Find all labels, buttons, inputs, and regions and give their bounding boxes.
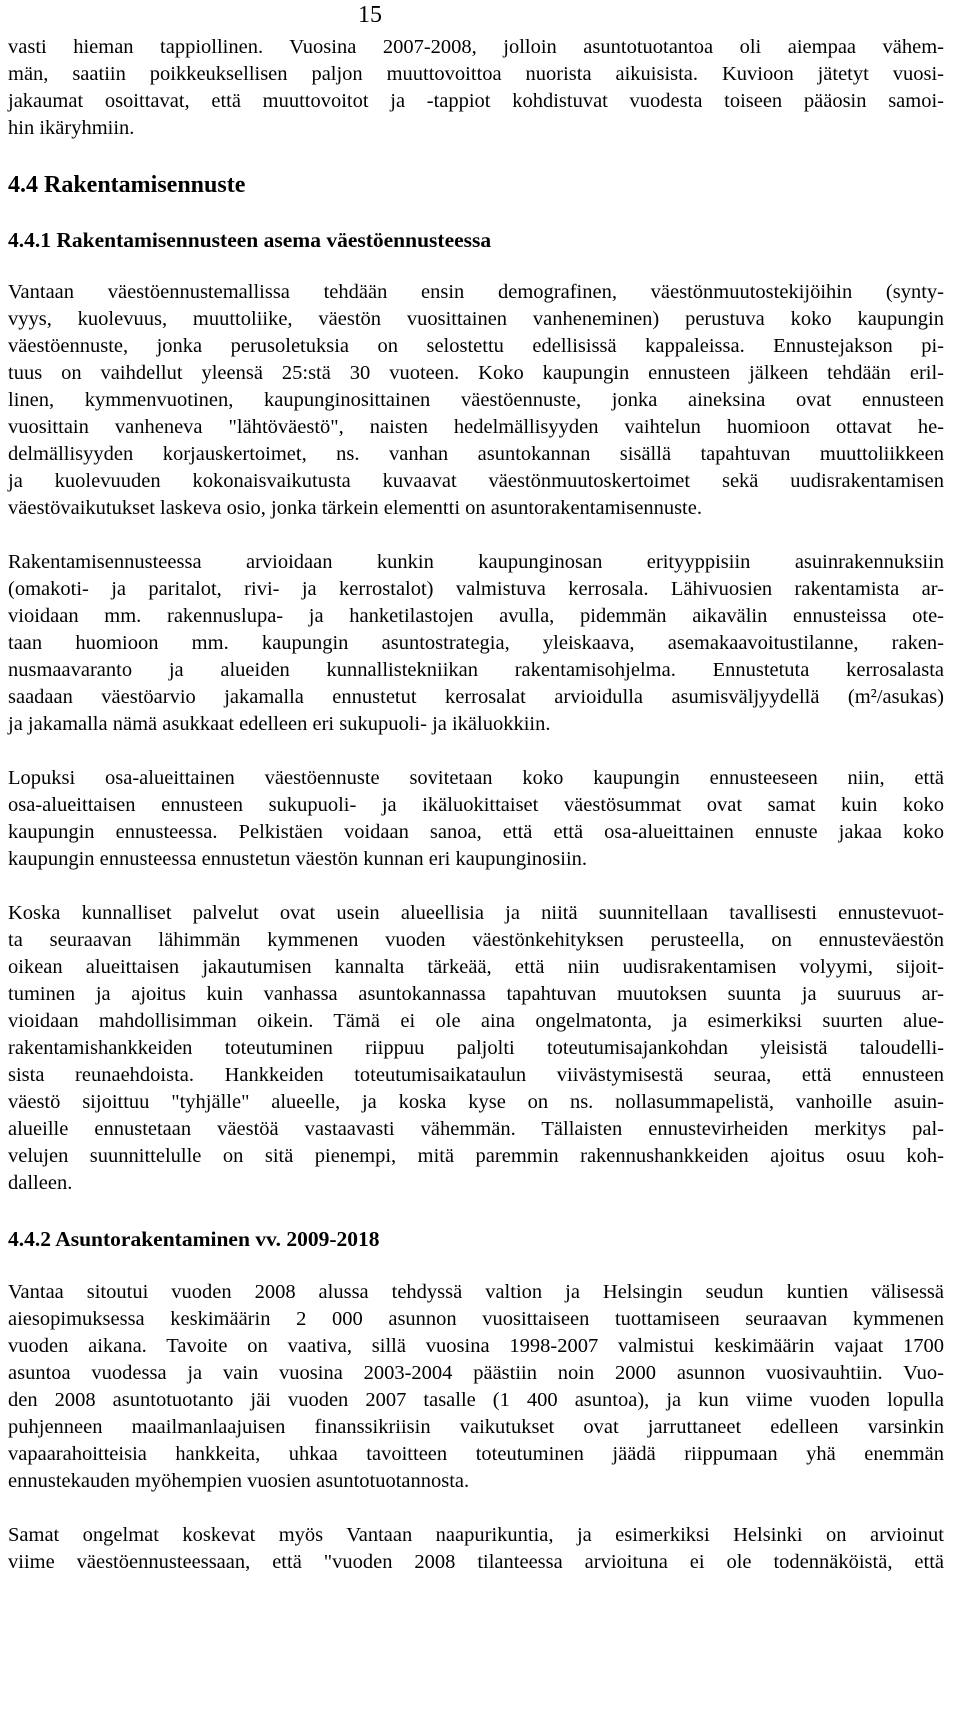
text-line: Vantaan väestöennustemallissa tehdään ensin demografinen, väestönmuutostekijöihin (synty- [8,281,944,303]
paragraph-intro [8,34,944,142]
text-line: Rakentamisennusteessa arvioidaan kunkin kaupunginosan erityyppisiin asuinrakennuksiin [8,551,944,573]
page-number: 15 [358,2,382,28]
text-line: sista reunaehdoista. Hankkeiden toteutumisaikataulun viivästymisestä seuraa, että ennusteen [8,1064,944,1086]
text-line: ja kuolevuuden kokonaisvaikutusta kuvaavat väestönmuutoskertoimet sekä uudisrakentamisen [8,470,944,492]
text-line: väestöennuste, jonka perusoletuksia on selostettu edellisissä kappaleissa. Ennustejakson pi- [8,335,944,357]
text-line: vuosittain vanheneva "lähtöväestö", naisten hedelmällisyyden vaihtelun huomioon ottavat he- [8,416,944,438]
text-line: saadaan väestöarvio jakamalla ennustetut kerrosalat arvioidulla asumisväljyydellä (m²/asukas) [8,686,944,708]
section-heading-4-4: 4.4 Rakentamisennuste [8,172,246,198]
text-line: vyys, kuolevuus, muuttoliike, väestön vuosittainen vanheneminen) perustuva koko kaupungin [8,308,944,330]
text-line: velujen suunnittelulle on sitä pienempi, mitä paremmin rakennushankkeiden ajoitus osuu koh- [8,1145,944,1167]
document-body [8,34,944,1603]
text-line: (omakoti- ja paritalot, rivi- ja kerrostalot) valmistuva kerrosala. Lähivuosien rakentamista ar- [8,578,944,600]
text-line: ta seuraavan lähimmän kymmenen vuoden väestönkehityksen perusteella, on ennusteväestön [8,929,944,951]
text-line: rakentamishankkeiden toteutuminen riippuu paljolti toteutumisajankohdan yleisistä taloudelli- [8,1037,944,1059]
text-line: väestövaikutukset laskeva osio, jonka tärkein elementti on asuntorakentamisennuste. [8,497,702,519]
text-line: ja jakamalla nämä asukkaat edelleen eri sukupuoli- ja ikäluokkiin. [8,713,551,735]
text-line: Vantaa sitoutui vuoden 2008 alussa tehdyssä valtion ja Helsingin seudun kuntien välisessä [8,1281,944,1303]
text-line: nusmaavaranto ja alueiden kunnallistekniikan rakentamisohjelma. Ennustetuta kerrosalasta [8,659,944,681]
paragraph-2 [8,549,944,738]
text-line: puhjenneen maailmanlaajuisen finanssikriisin vaikutukset ovat jarruttaneet edelleen varsinkin [8,1416,944,1438]
text-line: vioidaan mm. rakennuslupa- ja hanketilastojen avulla, pidemmän aikavälin ennusteissa ote- [8,605,944,627]
subsection-heading-4-4-2: 4.4.2 Asuntorakentaminen vv. 2009-2018 [8,1227,380,1251]
text-line: tuminen ja ajoitus kuin vanhassa asuntokannassa tapahtuvan muutoksen suunta ja suuruus ar- [8,983,944,1005]
text-line: delmällisyyden korjauskertoimet, ns. vanhan asuntokannan sisällä tapahtuvan muuttoliikkeen [8,443,944,465]
text-line: Lopuksi osa-alueittainen väestöennuste sovitetaan koko kaupungin ennusteeseen niin, että [8,767,944,789]
text-line: jakaumat osoittavat, että muuttovoitot ja -tappiot kohdistuvat vuodesta toiseen pääosin samoi- [8,90,944,112]
text-line: viime väestöennusteessaan, että "vuoden 2008 tilanteessa arvioituna ei ole todennäköistä, että [8,1551,944,1573]
paragraph-1 [8,279,944,522]
text-line: hin ikäryhmiin. [8,117,135,139]
text-line: vapaarahoitteisia hankkeita, uhkaa tavoitteen toteutuminen jäädä riippumaan yhä enemmän [8,1443,944,1465]
text-line: kaupungin ennusteessa. Pelkistäen voidaan sanoa, että että osa-alueittainen ennuste jakaa koko [8,821,944,843]
text-line: kaupungin ennusteessa ennustetun väestön kunnan eri kaupunginosiin. [8,848,588,870]
paragraph-3 [8,765,944,873]
paragraph-5 [8,1279,944,1495]
text-line: taan huomioon mm. kaupungin asuntostrategia, yleiskaava, asemakaavoitustilanne, raken- [8,632,944,654]
text-line: ennustekauden myöhempien vuosien asuntotuotannosta. [8,1470,470,1492]
text-line: oikean alueittaisen jakautumisen kannalta tärkeää, että niin uudisrakentamisen volyymi, sijoit- [8,956,944,978]
text-line: Koska kunnalliset palvelut ovat usein alueellisia ja niitä suunnitellaan tavallisesti ennustevuot- [8,902,944,924]
text-line: dalleen. [8,1172,73,1194]
text-line: tuus on vaihdellut yleensä 25:stä 30 vuoteen. Koko kaupungin ennusteen jälkeen tehdään eril- [8,362,944,384]
text-line: osa-alueittaisen ennusteen sukupuoli- ja ikäluokittaiset väestösummat ovat samat kuin koko [8,794,944,816]
paragraph-4 [8,900,944,1197]
text-line: linen, kymmenvuotinen, kaupunginosittainen väestöennuste, jonka aineksina ovat ennusteen [8,389,944,411]
text-line: vioidaan mahdollisimman oikein. Tämä ei ole aina ongelmatonta, ja esimerkiksi suurten alue- [8,1010,944,1032]
paragraph-6 [8,1522,944,1576]
text-line: vuoden aikana. Tavoite on vaativa, sillä vuosina 1998-2007 valmistui keskimäärin vajaat 1700 [8,1335,944,1357]
text-line: asuntoa vuodessa ja vain vuosina 2003-2004 päästiin noin 2000 asunnon vuosivauhtiin. Vuo- [8,1362,944,1384]
subsection-heading-4-4-1: 4.4.1 Rakentamisennusteen asema väestöennusteessa [8,228,492,252]
text-line: aiesopimuksessa keskimäärin 2 000 asunnon vuosittaiseen tuottamiseen seuraavan kymmenen [8,1308,944,1330]
text-line: män, saatiin poikkeuksellisen paljon muuttovoittoa nuorista aikuisista. Kuvioon jätetyt vuosi- [8,63,944,85]
text-line: vasti hieman tappiollinen. Vuosina 2007-2008, jolloin asuntotuotantoa oli aiempaa vähem- [8,36,944,58]
text-line: väestö sijoittuu "tyhjälle" alueelle, ja koska kyse on ns. nollasummapelistä, vanhoille asuin- [8,1091,944,1113]
text-line: alueille ennustetaan väestöä vastaavasti vähemmän. Tällaisten ennustevirheiden merkitys pal- [8,1118,944,1140]
text-line: den 2008 asuntotuotanto jäi vuoden 2007 tasalle (1 400 asuntoa), ja kun viime vuoden lopulla [8,1389,944,1411]
text-line: Samat ongelmat koskevat myös Vantaan naapurikuntia, ja esimerkiksi Helsinki on arvioinut [8,1524,944,1546]
